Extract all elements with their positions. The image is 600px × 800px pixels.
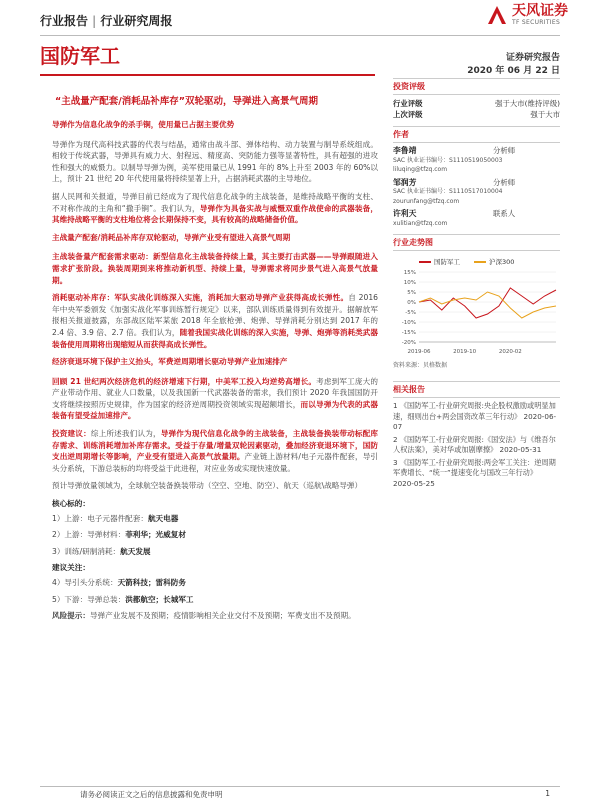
x-tick-label: 2020-02 bbox=[498, 349, 522, 355]
legend-label: 国防军工 bbox=[434, 258, 460, 266]
related-report-link[interactable]: 1 《国防军工-行业研究周报:央企股权激励或明显加速，细则出台+两会国资改革三年行动》 2020-06-07 bbox=[393, 401, 557, 431]
footer-disclaimer[interactable]: 请务必阅读正文之后的信息披露和免责申明 bbox=[80, 790, 223, 799]
x-tick-label: 2019-10 bbox=[453, 349, 477, 355]
paragraph-text: 考虑到军工庞大的产业带动作用、就业人口数量，以及我国新一代武器装备的需求，我们预计 2020 年我国国防开支将继续按照历史规律，作为国家的经济逆周期投资领域实现超额增长， bbox=[52, 376, 378, 409]
list-label: 3）训练/研制消耗： bbox=[52, 546, 121, 556]
list-item bbox=[52, 546, 378, 558]
paragraph-lead: 消耗驱动补库存： bbox=[52, 293, 115, 303]
related-report-link[interactable]: 3 《国防军工-行业研究周报:两会军工关注：逆周期军费增长、“统一”提速变化与国改三年行动》 2020-05-25 bbox=[393, 457, 556, 488]
list-stocks: 航天电器 bbox=[147, 513, 179, 523]
paragraph-emphasis: 军队实战化训练深入实施，消耗加大驱动导弹产业获得高成长弹性。 bbox=[114, 293, 349, 303]
header-divider bbox=[40, 35, 560, 36]
list-stocks: 航天发展 bbox=[120, 546, 151, 556]
list-stocks: 天箭科技；雷科防务 bbox=[117, 578, 186, 587]
paragraph-text: 据人民网和关报道，导弹目前已经成为了现代信息化战争的主战装备，是维持战略平衡的支柱、不对称作战的主角和“撒手锏”。我们认为， bbox=[52, 191, 378, 213]
list-label: 1）上游：电子元器件配套： bbox=[52, 513, 148, 523]
report-category-bar bbox=[40, 12, 172, 29]
list-stocks: 菲利华；光威复材 bbox=[125, 530, 186, 540]
trend-chart bbox=[393, 268, 560, 356]
analyst-name: 邹润芳 bbox=[393, 177, 417, 187]
related-report-link[interactable]: 2 《国防军工-行业研究周报:《国安法》与《维吾尔人权法案》，美对华或加剧摩擦》 2020-05-31 bbox=[393, 434, 556, 454]
y-tick-label: -20% bbox=[401, 340, 416, 346]
analyst-license: SAC 执业证书编号：S1110517010004 bbox=[393, 188, 503, 195]
trend-chart-box bbox=[393, 234, 560, 369]
tf-logo-icon bbox=[486, 4, 508, 26]
legend-entry bbox=[474, 257, 514, 266]
chart-source: 资料来源：贝格数据 bbox=[393, 362, 448, 369]
paragraph: 导弹作为现代高科技武器的代表与结晶，通常由战斗部、弹体结构、动力装置与制导系统组成。相较于传统武器，导弹具有威力大、射程远、精度高、突防能力强等显著特性，具有超强的进攻性和强大的威慑力。以制导导弹为例，美军使用量已从 1991 年的 8%上升至 2003 年的 60%以上，预计 21 世纪 20 年代使用量将持续显著上升，占据消耗武器的主导地位。 bbox=[52, 139, 378, 184]
paragraph bbox=[52, 191, 378, 226]
sidebar bbox=[393, 78, 560, 491]
y-tick-label: -10% bbox=[401, 320, 416, 326]
y-tick-label: -5% bbox=[405, 310, 416, 316]
list-item bbox=[52, 594, 378, 606]
logo-name-cn: 天风证券 bbox=[512, 3, 568, 19]
footer-divider bbox=[40, 786, 560, 787]
rating-row bbox=[393, 98, 560, 109]
title-underline bbox=[40, 74, 375, 76]
analyst-role: 分析师 bbox=[493, 177, 516, 187]
list-label: 2）上游：导弹材料： bbox=[52, 530, 126, 540]
analyst-role: 分析师 bbox=[493, 146, 516, 155]
paragraph-emphasis: 随着我国实战化训练的深入实施，导弹、炮弹等消耗类武器装备使用周期将出现缩短从而获得高成长弹性。 bbox=[52, 327, 378, 349]
main-content bbox=[52, 119, 378, 628]
paragraph: 预计导弹放量领域为，全球航空装备换装带动（空空、空地、防空）、航天（巡航\战略导弹） bbox=[52, 481, 363, 491]
list-item bbox=[52, 577, 378, 589]
analyst-entry bbox=[393, 178, 560, 207]
y-tick-label: 5% bbox=[407, 290, 416, 296]
watch-stocks-title: 建议关注： bbox=[52, 563, 90, 573]
y-tick-label: 10% bbox=[403, 280, 416, 286]
rating-key: 上次评级 bbox=[393, 110, 423, 119]
paragraph-emphasis: 导弹作为具备实战与威慑双重作战使命的武器装备，其维持战略平衡的支柱地位将会长期保持不变，具有较高的战略储备价值。 bbox=[52, 203, 379, 225]
page-number: 1 bbox=[545, 789, 550, 798]
legend-label: 沪深300 bbox=[489, 258, 515, 266]
paragraph-text: 综上所述我们认为， bbox=[90, 429, 161, 439]
company-logo bbox=[486, 4, 568, 26]
analyst-entry bbox=[393, 209, 560, 228]
paragraph-emphasis: 导弹作为现代信息化战争的主战装备，主战装备换装带动标配库存需求、训练消耗增加补库存需求。受益于存量/增量双轮因素驱动，叠加经济衰退环境下，国防支出逆周期增长等影响，产业受有望进入高景气放量期。 bbox=[52, 429, 379, 462]
y-tick-label: 0% bbox=[407, 300, 416, 306]
rating-title: 投资评级 bbox=[393, 78, 560, 95]
rating-key: 行业评级 bbox=[393, 99, 423, 108]
paragraph-lead: 主战装备量产配套需求驱动： bbox=[52, 252, 154, 262]
y-tick-label: 15% bbox=[403, 270, 416, 276]
list-label: 5）下游：导弹总装： bbox=[52, 594, 126, 604]
y-tick-label: -15% bbox=[401, 330, 416, 336]
analyst-name: 李鲁靖 bbox=[393, 146, 417, 155]
paragraph bbox=[52, 292, 378, 350]
paragraph-lead: 回顾 21 世纪两次经济危机的经济增速下行期，中美军工投入均逆势高增长。 bbox=[52, 376, 317, 386]
risk-warning bbox=[52, 610, 378, 622]
chart-legend bbox=[419, 257, 560, 266]
list-stocks: 洪都航空；长城军工 bbox=[125, 594, 194, 604]
list-item bbox=[52, 513, 378, 525]
analyst-license: SAC 执业证书编号：S1110519050003 bbox=[393, 156, 503, 164]
legend-swatch bbox=[474, 261, 486, 263]
investment-advice bbox=[52, 428, 378, 474]
rating-row bbox=[393, 109, 560, 120]
paragraph-emphasis: 新型信息化主战装备持续上量，其主要打击武器——导弹跟随进入需求扩张阶段。换装周期到来将推动新机型、持续上量，导弹需求将同步景气进入高景气放量期。 bbox=[52, 252, 378, 285]
logo-name-en: TF SECURITIES bbox=[512, 19, 561, 26]
industry-title: 国防军工 bbox=[40, 44, 120, 68]
legend-swatch bbox=[419, 261, 431, 263]
analyst-email[interactable]: zourunfang@tfzq.com bbox=[393, 197, 460, 205]
list-item bbox=[52, 529, 378, 541]
section-heading: 主战量产配套/消耗品补库存双轮驱动，导弹产业受有望进入高景气周期 bbox=[52, 232, 291, 242]
report-date: 2020 年 06 月 22 日 bbox=[467, 66, 560, 76]
related-reports bbox=[393, 401, 560, 489]
report-subcategory: 行业研究周报 bbox=[100, 14, 173, 28]
chart-title: 行业走势图 bbox=[393, 234, 560, 251]
paragraph-lead: 投资建议： bbox=[52, 429, 91, 439]
risk-text: 导弹产业发展不及预期；疫情影响相关企业交付不及预期；军费支出不及预期。 bbox=[89, 611, 356, 621]
report-type: 证券研究报告 bbox=[505, 53, 560, 63]
analyst-entry bbox=[393, 146, 560, 175]
paragraph-text: 自 2016 年中央军委颁发《加强实战化军事训练暂行规定》以来，部队训练质量得到有效提升。据解放军报相关报道披露，东部战区陆军某旅 2018 年全旅枪弹、炮弹、导弹消耗分别达到 2017 年的 2.4 倍、3.9 倍、2.7 倍。我们认为， bbox=[52, 293, 379, 337]
paragraph bbox=[52, 251, 378, 286]
list-label: 4）导引头分系统： bbox=[52, 578, 118, 587]
core-stocks-title: 核心标的： bbox=[52, 499, 90, 509]
analyst-email[interactable]: liluqing@tfzq.com bbox=[393, 166, 448, 173]
report-category: 行业报告 bbox=[40, 14, 89, 28]
section-heading: 经济衰退环境下保护主义抬头，军费逆周期增长驱动导弹产业加速排产 bbox=[52, 357, 288, 367]
analyst-email[interactable]: xulitian@tfzq.com bbox=[393, 219, 448, 227]
paragraph-emphasis: 而以导弹为代表的武器装备有望受益加速排产。 bbox=[52, 399, 379, 421]
category-separator: | bbox=[92, 14, 97, 28]
risk-label: 风险提示： bbox=[52, 611, 90, 621]
authors-title: 作者 bbox=[393, 126, 560, 143]
legend-entry bbox=[419, 257, 460, 266]
section-heading: 导弹作为信息化战争的杀手锏，使用量已占据主要优势 bbox=[52, 120, 235, 129]
rating-value: 强于大市 bbox=[530, 110, 560, 119]
related-title: 相关报告 bbox=[393, 381, 560, 398]
x-tick-label: 2019-06 bbox=[407, 349, 431, 355]
analyst-name: 许利天 bbox=[393, 209, 417, 218]
paragraph bbox=[52, 376, 378, 422]
report-headline: “主战量产配套/消耗品补库存”双轮驱动，导弹进入高景气周期 bbox=[55, 96, 318, 107]
paragraph-text: 产业链上游材料/电子元器件配套，导引头分系统，下游总装标的均将受益于此进程，对应业务或实现快速放量。 bbox=[52, 452, 379, 473]
rating-value: 强于大市(维持评级) bbox=[495, 99, 560, 108]
analyst-role: 联系人 bbox=[493, 209, 516, 218]
